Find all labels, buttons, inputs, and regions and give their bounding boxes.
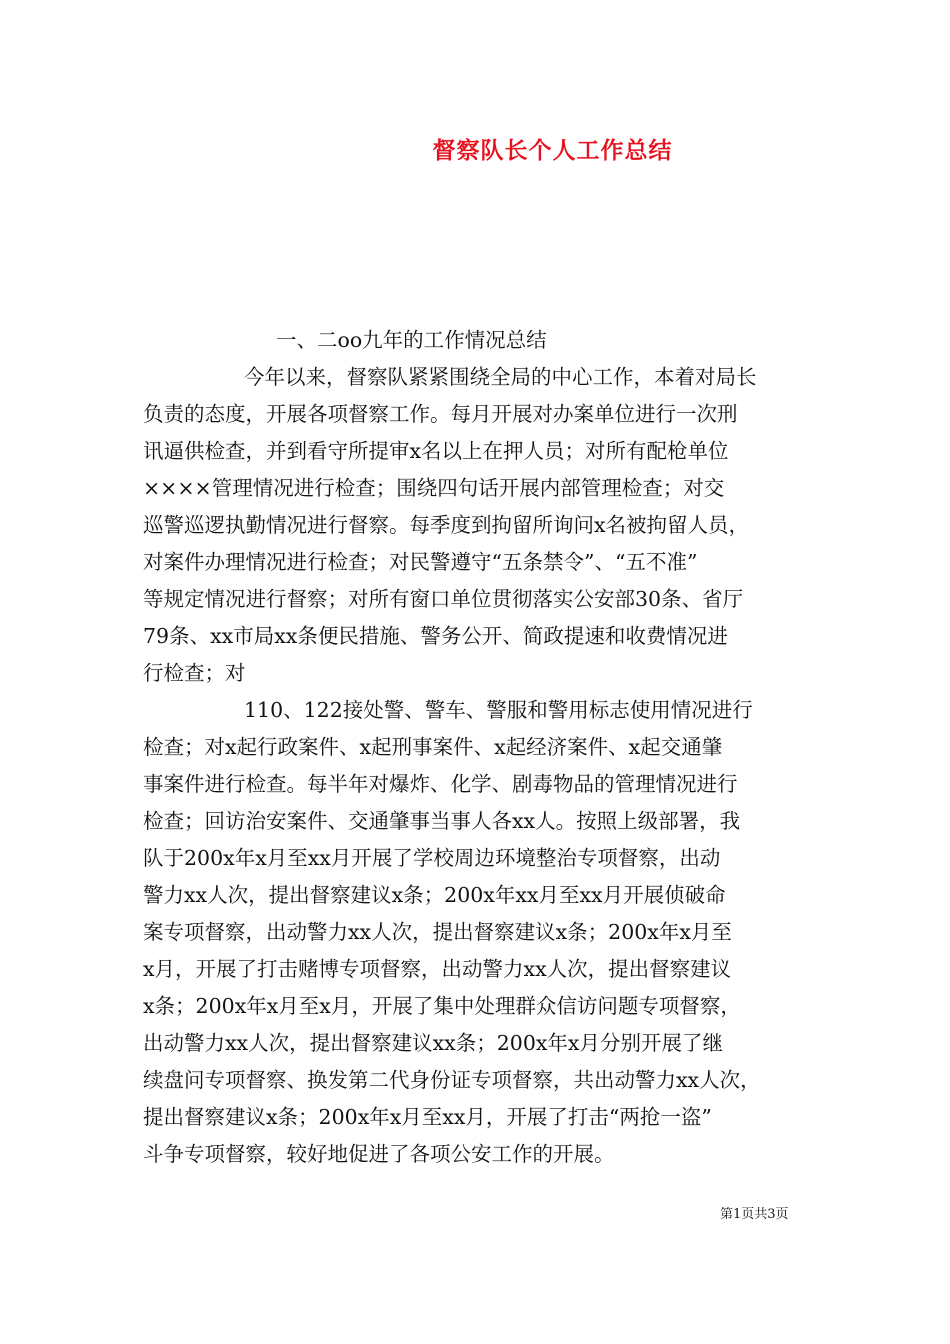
section-heading: 一、二oo九年的工作情况总结 bbox=[276, 328, 547, 352]
paragraph-line: 斗争专项督察，较好地促进了各项公安工作的开展。 bbox=[143, 1142, 615, 1166]
paragraph-line: 负责的态度，开展各项督察工作。每月开展对办案单位进行一次刑 bbox=[143, 402, 738, 426]
paragraph-line: 对案件办理情况进行检查；对民警遵守“五条禁令”、“五不准” bbox=[143, 550, 698, 574]
paragraph-line: 等规定情况进行督察；对所有窗口单位贯彻落实公安部30条、省厅 bbox=[143, 587, 744, 611]
paragraph-line: 检查；回访治安案件、交通肇事当事人各xx人。按照上级部署，我 bbox=[143, 809, 741, 833]
paragraph-line: ××××管理情况进行检查；围绕四句话开展内部管理检查；对交 bbox=[143, 476, 725, 500]
paragraph-line: 队于200x年x月至xx月开展了学校周边环境整治专项督察，出动 bbox=[143, 846, 721, 870]
paragraph-line: 事案件进行检查。每半年对爆炸、化学、剧毒物品的管理情况进行 bbox=[143, 772, 738, 796]
paragraph-line: x月，开展了打击赌博专项督察，出动警力xx人次，提出督察建议 bbox=[143, 957, 732, 981]
page-number-footer: 第1页共3页 bbox=[720, 1207, 789, 1222]
paragraph-line: 警力xx人次，提出督察建议x条；200x年xx月至xx月开展侦破命 bbox=[143, 883, 726, 907]
paragraph-line: 行检查；对 bbox=[143, 661, 246, 685]
paragraph-line: 巡警巡逻执勤情况进行督察。每季度到拘留所询问x名被拘留人员， bbox=[143, 513, 750, 537]
paragraph-line: 检查；对x起行政案件、x起刑事案件、x起经济案件、x起交通肇 bbox=[143, 735, 723, 759]
document-title: 督察队长个人工作总结 bbox=[432, 137, 673, 164]
paragraph-line: 110、122接处警、警车、警服和警用标志使用情况进行 bbox=[244, 698, 753, 722]
paragraph-line: 今年以来，督察队紧紧围绕全局的中心工作，本着对局长 bbox=[244, 365, 757, 389]
paragraph-line: 案专项督察，出动警力xx人次，提出督察建议x条；200x年x月至 bbox=[143, 920, 732, 944]
paragraph-line: 讯逼供检查，并到看守所提审x名以上在押人员；对所有配枪单位 bbox=[143, 439, 729, 463]
paragraph-line: x条；200x年x月至x月，开展了集中处理群众信访问题专项督察， bbox=[143, 994, 741, 1018]
paragraph-line: 提出督察建议x条；200x年x月至xx月，开展了打击“两抢一盗” bbox=[143, 1105, 712, 1129]
paragraph-line: 续盘问专项督察、换发第二代身份证专项督察，共出动警力xx人次， bbox=[143, 1068, 761, 1092]
paragraph-line: 出动警力xx人次，提出督察建议xx条；200x年x月分别开展了继 bbox=[143, 1031, 723, 1055]
paragraph-line: 79条、xx市局xx条便民措施、警务公开、简政提速和收费情况进 bbox=[143, 624, 728, 648]
